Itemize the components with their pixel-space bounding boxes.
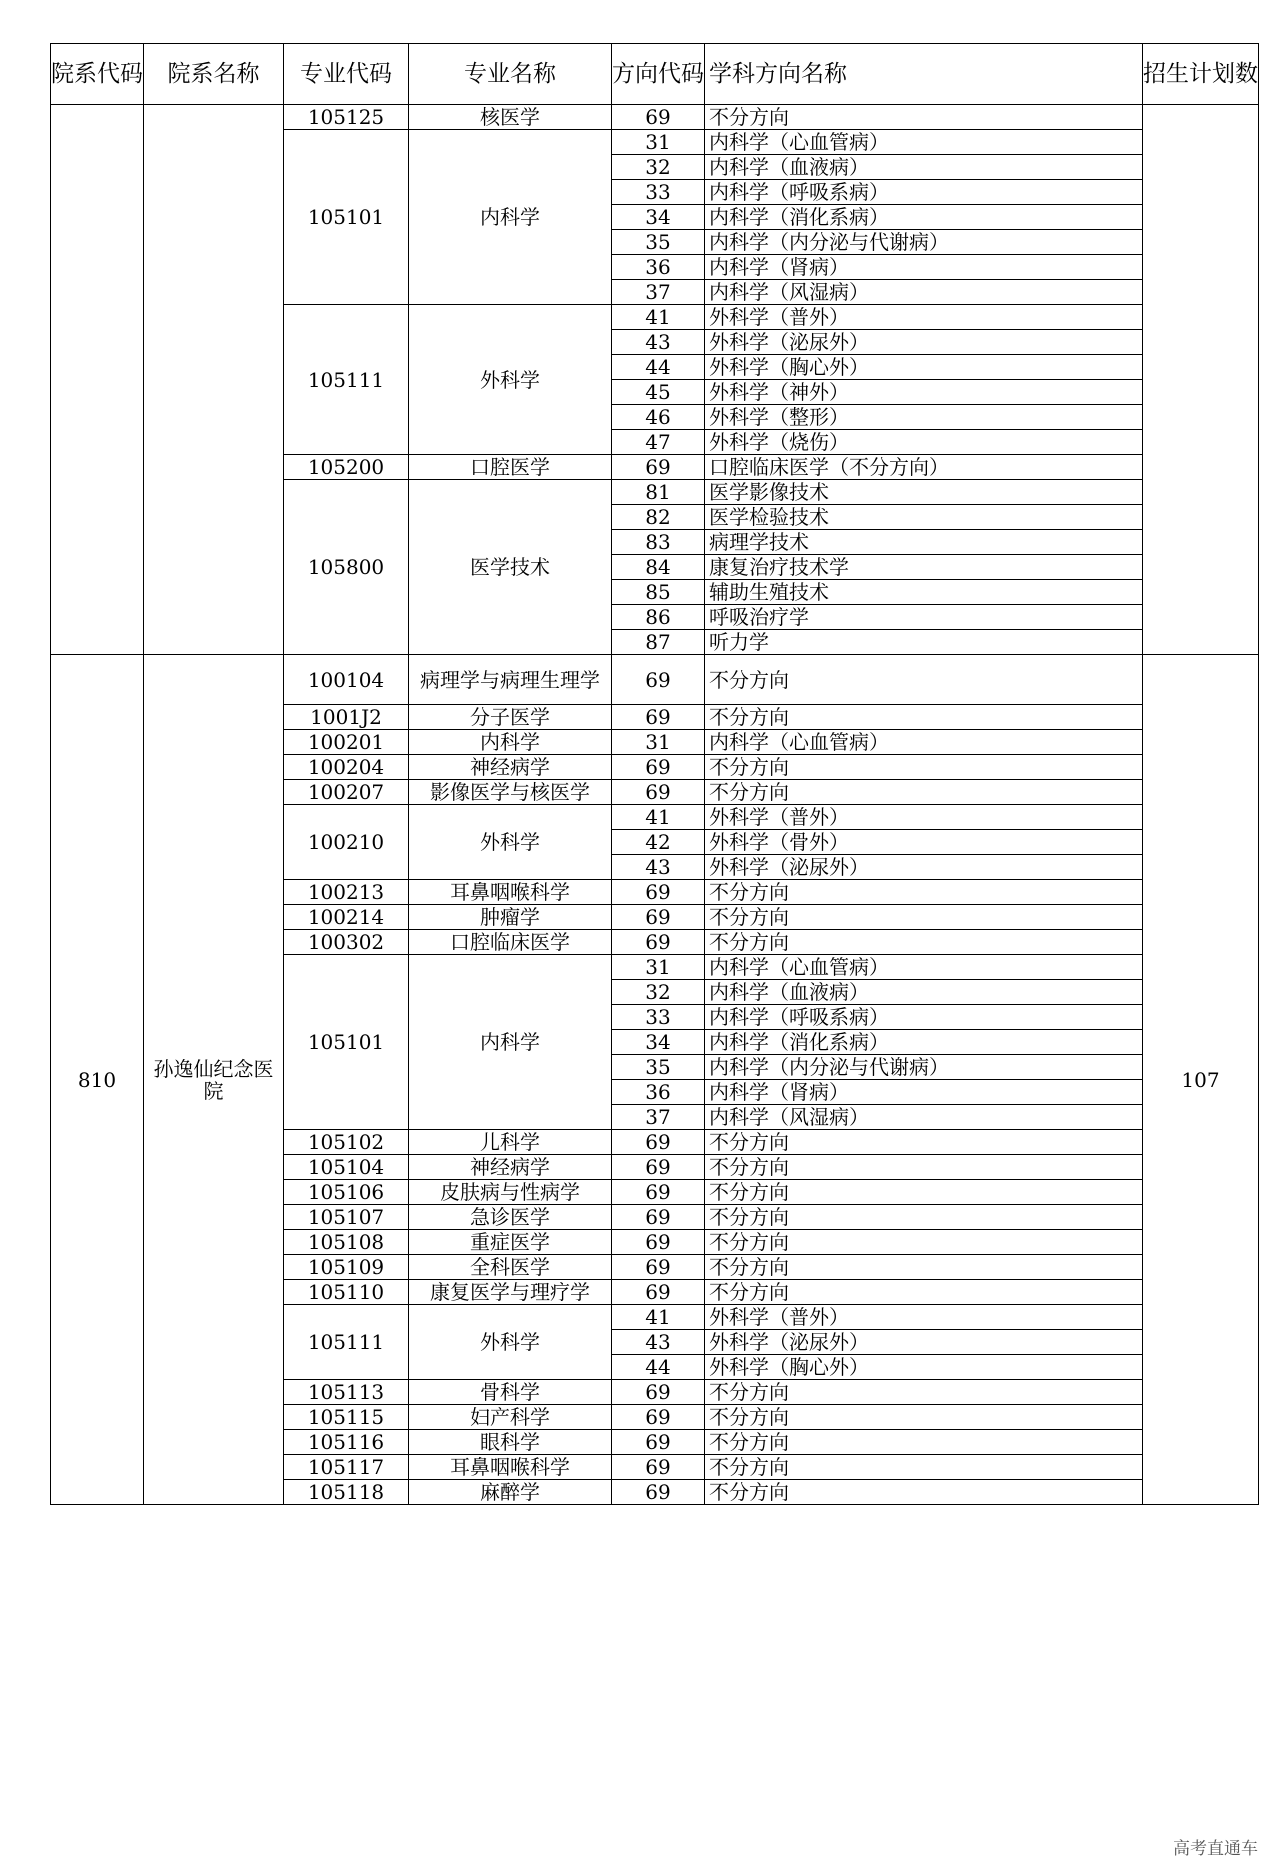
direction-code-cell: 69: [612, 755, 705, 780]
plan-count-cell: 107: [1143, 655, 1259, 1505]
direction-name-cell: 不分方向: [705, 705, 1143, 730]
major-code-cell: 105110: [284, 1280, 409, 1305]
direction-name-cell: 不分方向: [705, 1155, 1143, 1180]
major-code-cell: 105101: [284, 955, 409, 1130]
direction-code-cell: 81: [612, 480, 705, 505]
major-code-cell: 105116: [284, 1430, 409, 1455]
plan-count-cell: [1143, 105, 1259, 655]
direction-name-cell: 内科学（内分泌与代谢病）: [705, 230, 1143, 255]
direction-code-cell: 69: [612, 905, 705, 930]
direction-code-cell: 84: [612, 555, 705, 580]
major-name-cell: 外科学: [409, 1305, 612, 1380]
direction-code-cell: 43: [612, 330, 705, 355]
direction-code-cell: 46: [612, 405, 705, 430]
major-name-cell: 肿瘤学: [409, 905, 612, 930]
major-name-cell: 急诊医学: [409, 1205, 612, 1230]
direction-name-cell: 不分方向: [705, 1255, 1143, 1280]
major-code-cell: 1001J2: [284, 705, 409, 730]
header-plan: 招生计划数: [1143, 44, 1259, 105]
direction-code-cell: 69: [612, 1380, 705, 1405]
major-name-cell: 影像医学与核医学: [409, 780, 612, 805]
major-code-cell: 105102: [284, 1130, 409, 1155]
direction-name-cell: 外科学（神外）: [705, 380, 1143, 405]
major-name-cell: 口腔医学: [409, 455, 612, 480]
header-direction-name: 学科方向名称: [705, 44, 1143, 105]
direction-code-cell: 69: [612, 1255, 705, 1280]
direction-name-cell: 不分方向: [705, 1380, 1143, 1405]
major-code-cell: 105125: [284, 105, 409, 130]
dept-name-cell: 孙逸仙纪念医院: [144, 655, 284, 1505]
direction-code-cell: 69: [612, 705, 705, 730]
direction-name-cell: 外科学（整形）: [705, 405, 1143, 430]
direction-code-cell: 32: [612, 980, 705, 1005]
direction-code-cell: 44: [612, 1355, 705, 1380]
header-major-name: 专业名称: [409, 44, 612, 105]
direction-name-cell: 医学影像技术: [705, 480, 1143, 505]
major-code-cell: 105101: [284, 130, 409, 305]
major-code-cell: 105108: [284, 1230, 409, 1255]
header-major-code: 专业代码: [284, 44, 409, 105]
major-name-cell: 全科医学: [409, 1255, 612, 1280]
major-name-cell: 口腔临床医学: [409, 930, 612, 955]
direction-code-cell: 44: [612, 355, 705, 380]
direction-name-cell: 口腔临床医学（不分方向）: [705, 455, 1143, 480]
direction-name-cell: 不分方向: [705, 930, 1143, 955]
direction-name-cell: 医学检验技术: [705, 505, 1143, 530]
direction-code-cell: 31: [612, 730, 705, 755]
direction-name-cell: 内科学（风湿病）: [705, 1105, 1143, 1130]
direction-name-cell: 内科学（内分泌与代谢病）: [705, 1055, 1143, 1080]
major-code-cell: 105113: [284, 1380, 409, 1405]
direction-code-cell: 47: [612, 430, 705, 455]
direction-name-cell: 康复治疗技术学: [705, 555, 1143, 580]
direction-code-cell: 69: [612, 1430, 705, 1455]
direction-name-cell: 呼吸治疗学: [705, 605, 1143, 630]
major-code-cell: 100207: [284, 780, 409, 805]
major-name-cell: 分子医学: [409, 705, 612, 730]
direction-name-cell: 外科学（普外）: [705, 305, 1143, 330]
direction-name-cell: 内科学（肾病）: [705, 255, 1143, 280]
direction-name-cell: 外科学（泌尿外）: [705, 1330, 1143, 1355]
major-code-cell: 105106: [284, 1180, 409, 1205]
direction-name-cell: 内科学（风湿病）: [705, 280, 1143, 305]
direction-name-cell: 外科学（烧伤）: [705, 430, 1143, 455]
major-name-cell: 骨科学: [409, 1380, 612, 1405]
direction-name-cell: 不分方向: [705, 1130, 1143, 1155]
direction-name-cell: 不分方向: [705, 1280, 1143, 1305]
direction-name-cell: 不分方向: [705, 1180, 1143, 1205]
direction-code-cell: 34: [612, 205, 705, 230]
direction-name-cell: 不分方向: [705, 1205, 1143, 1230]
direction-name-cell: 不分方向: [705, 655, 1143, 705]
direction-name-cell: 不分方向: [705, 1230, 1143, 1255]
direction-name-cell: 不分方向: [705, 1480, 1143, 1505]
direction-name-cell: 不分方向: [705, 105, 1143, 130]
dept-code-cell: 810: [51, 655, 144, 1505]
major-code-cell: 105115: [284, 1405, 409, 1430]
major-name-cell: 重症医学: [409, 1230, 612, 1255]
direction-code-cell: 69: [612, 655, 705, 705]
dept-code-cell: [51, 105, 144, 655]
direction-code-cell: 32: [612, 155, 705, 180]
major-name-cell: 神经病学: [409, 755, 612, 780]
direction-code-cell: 35: [612, 1055, 705, 1080]
table-row: [51, 655, 1259, 705]
direction-code-cell: 69: [612, 105, 705, 130]
major-name-cell: 皮肤病与性病学: [409, 1180, 612, 1205]
major-name-cell: 外科学: [409, 305, 612, 455]
direction-code-cell: 69: [612, 1230, 705, 1255]
major-name-cell: 耳鼻咽喉科学: [409, 1455, 612, 1480]
direction-name-cell: 不分方向: [705, 1430, 1143, 1455]
direction-code-cell: 36: [612, 255, 705, 280]
direction-code-cell: 69: [612, 780, 705, 805]
direction-code-cell: 69: [612, 880, 705, 905]
direction-name-cell: 外科学（普外）: [705, 1305, 1143, 1330]
major-code-cell: 100214: [284, 905, 409, 930]
direction-code-cell: 31: [612, 955, 705, 980]
dept-name-cell: [144, 105, 284, 655]
direction-code-cell: 83: [612, 530, 705, 555]
table-header-row: [51, 44, 1259, 105]
direction-code-cell: 33: [612, 180, 705, 205]
direction-code-cell: 41: [612, 805, 705, 830]
major-name-cell: 儿科学: [409, 1130, 612, 1155]
direction-code-cell: 37: [612, 280, 705, 305]
major-code-cell: 105111: [284, 1305, 409, 1380]
direction-name-cell: 外科学（骨外）: [705, 830, 1143, 855]
major-name-cell: 内科学: [409, 130, 612, 305]
major-name-cell: 内科学: [409, 730, 612, 755]
direction-code-cell: 69: [612, 1155, 705, 1180]
direction-code-cell: 69: [612, 930, 705, 955]
major-code-cell: 100210: [284, 805, 409, 880]
direction-code-cell: 69: [612, 1455, 705, 1480]
direction-name-cell: 内科学（心血管病）: [705, 730, 1143, 755]
direction-name-cell: 内科学（肾病）: [705, 1080, 1143, 1105]
major-name-cell: 眼科学: [409, 1430, 612, 1455]
direction-name-cell: 病理学技术: [705, 530, 1143, 555]
direction-code-cell: 69: [612, 1280, 705, 1305]
direction-code-cell: 82: [612, 505, 705, 530]
major-code-cell: 105800: [284, 480, 409, 655]
direction-name-cell: 不分方向: [705, 880, 1143, 905]
direction-code-cell: 45: [612, 380, 705, 405]
direction-code-cell: 31: [612, 130, 705, 155]
direction-code-cell: 69: [612, 1205, 705, 1230]
direction-code-cell: 43: [612, 1330, 705, 1355]
direction-name-cell: 辅助生殖技术: [705, 580, 1143, 605]
direction-name-cell: 内科学（血液病）: [705, 155, 1143, 180]
direction-code-cell: 37: [612, 1105, 705, 1130]
major-name-cell: 内科学: [409, 955, 612, 1130]
major-code-cell: 100201: [284, 730, 409, 755]
direction-code-cell: 41: [612, 305, 705, 330]
direction-code-cell: 69: [612, 1130, 705, 1155]
direction-code-cell: 86: [612, 605, 705, 630]
direction-name-cell: 内科学（消化系病）: [705, 1030, 1143, 1055]
header-dept-code: 院系代码: [51, 44, 144, 105]
major-name-cell: 康复医学与理疗学: [409, 1280, 612, 1305]
header-dept-name: 院系名称: [144, 44, 284, 105]
direction-name-cell: 不分方向: [705, 1405, 1143, 1430]
direction-name-cell: 内科学（心血管病）: [705, 955, 1143, 980]
direction-name-cell: 外科学（普外）: [705, 805, 1143, 830]
direction-code-cell: 36: [612, 1080, 705, 1105]
major-name-cell: 外科学: [409, 805, 612, 880]
direction-code-cell: 43: [612, 855, 705, 880]
major-name-cell: 耳鼻咽喉科学: [409, 880, 612, 905]
direction-code-cell: 69: [612, 1180, 705, 1205]
major-name-cell: 病理学与病理生理学: [409, 655, 612, 705]
major-code-cell: 100213: [284, 880, 409, 905]
direction-name-cell: 外科学（胸心外）: [705, 1355, 1143, 1380]
major-code-cell: 105200: [284, 455, 409, 480]
major-code-cell: 105107: [284, 1205, 409, 1230]
direction-name-cell: 外科学（胸心外）: [705, 355, 1143, 380]
direction-name-cell: 听力学: [705, 630, 1143, 655]
major-code-cell: 105111: [284, 305, 409, 455]
direction-name-cell: 内科学（血液病）: [705, 980, 1143, 1005]
major-code-cell: 105117: [284, 1455, 409, 1480]
table-row: [51, 105, 1259, 130]
major-name-cell: 妇产科学: [409, 1405, 612, 1430]
direction-code-cell: 42: [612, 830, 705, 855]
direction-code-cell: 34: [612, 1030, 705, 1055]
major-code-cell: 105104: [284, 1155, 409, 1180]
enrollment-table: [50, 43, 1259, 1505]
direction-code-cell: 35: [612, 230, 705, 255]
direction-code-cell: 69: [612, 1480, 705, 1505]
header-direction-code: 方向代码: [612, 44, 705, 105]
major-name-cell: 麻醉学: [409, 1480, 612, 1505]
direction-name-cell: 不分方向: [705, 780, 1143, 805]
major-name-cell: 核医学: [409, 105, 612, 130]
direction-name-cell: 外科学（泌尿外）: [705, 855, 1143, 880]
major-code-cell: 105118: [284, 1480, 409, 1505]
direction-name-cell: 内科学（呼吸系病）: [705, 1005, 1143, 1030]
direction-name-cell: 外科学（泌尿外）: [705, 330, 1143, 355]
major-code-cell: 105109: [284, 1255, 409, 1280]
major-code-cell: 100204: [284, 755, 409, 780]
direction-name-cell: 内科学（心血管病）: [705, 130, 1143, 155]
direction-name-cell: 不分方向: [705, 1455, 1143, 1480]
direction-code-cell: 85: [612, 580, 705, 605]
direction-code-cell: 69: [612, 1405, 705, 1430]
major-name-cell: 医学技术: [409, 480, 612, 655]
direction-code-cell: 41: [612, 1305, 705, 1330]
watermark-text: 高考直通车: [1173, 1839, 1258, 1859]
direction-code-cell: 87: [612, 630, 705, 655]
direction-name-cell: 不分方向: [705, 755, 1143, 780]
major-name-cell: 神经病学: [409, 1155, 612, 1180]
direction-name-cell: 内科学（呼吸系病）: [705, 180, 1143, 205]
direction-name-cell: 内科学（消化系病）: [705, 205, 1143, 230]
major-code-cell: 100302: [284, 930, 409, 955]
direction-name-cell: 不分方向: [705, 905, 1143, 930]
direction-code-cell: 69: [612, 455, 705, 480]
direction-code-cell: 33: [612, 1005, 705, 1030]
major-code-cell: 100104: [284, 655, 409, 705]
